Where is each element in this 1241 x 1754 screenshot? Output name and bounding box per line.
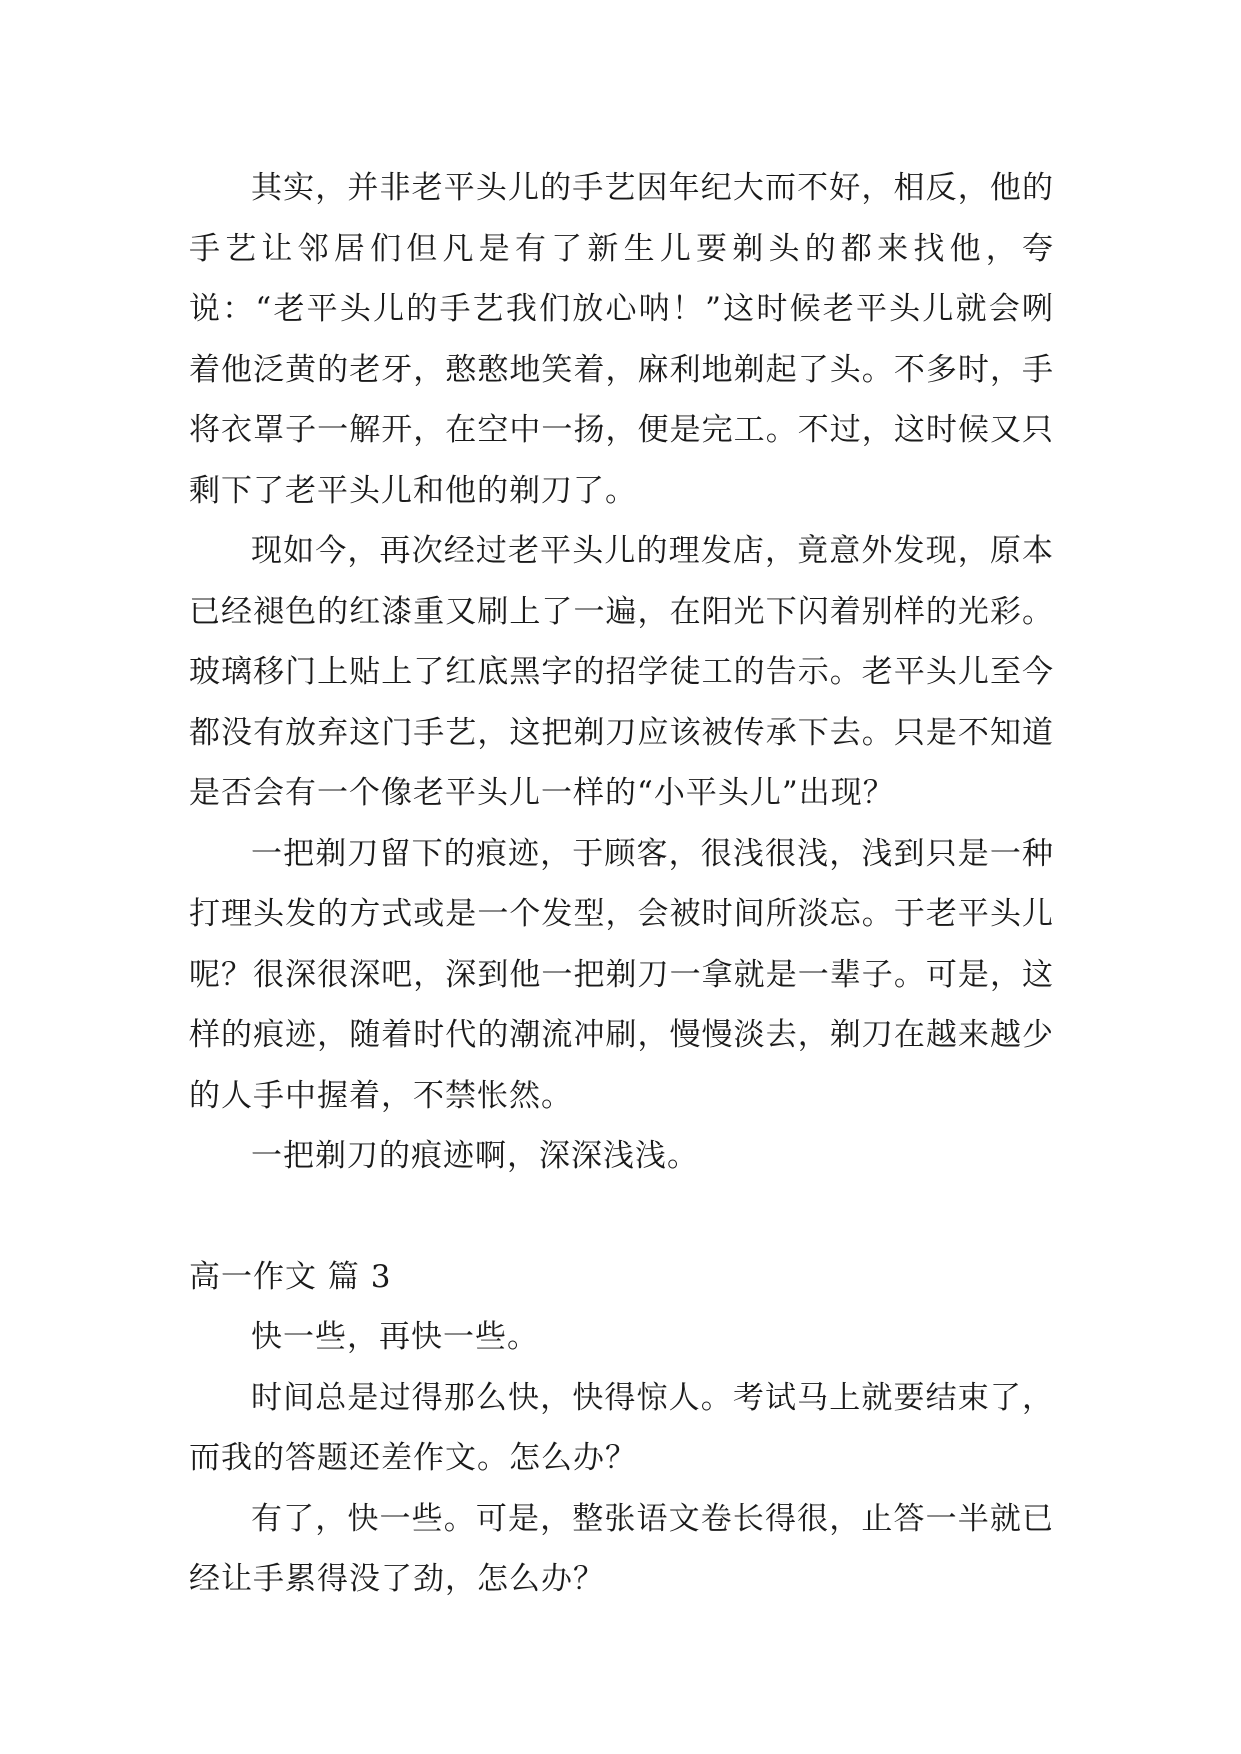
paragraph: 其实，并非老平头儿的手艺因年纪大而不好，相反，他的手艺让邻居们但凡是有了新生儿要剃头的都来找他，夸说：“老平头儿的手艺我们放心呐！”这时候老平头儿就会咧着他泛黄的老牙，憨憨地笑着，麻利地剃起了头。不多时，手将衣罩子一解开，在空中一扬，便是完工。不过，这时候又只剩下了老平头儿和他的剃刀了。 xyxy=(189,170,1054,509)
paragraph: 时间总是过得那么快，快得惊人。考试马上就要结束了，而我的答题还差作文。怎么办？ xyxy=(189,1379,1054,1476)
paragraph: 一把剃刀留下的痕迹，于顾客，很浅很浅，浅到只是一种打理头发的方式或是一个发型，会被时间所淡忘。于老平头儿呢？很深很深吧，深到他一把剃刀一拿就是一辈子。可是，这样的痕迹，随着时代的潮流冲刷，慢慢淡去，剃刀在越来越少的人手中握着，不禁怅然。 xyxy=(189,835,1054,1114)
paragraph: 一把剃刀的痕迹啊，深深浅浅。 xyxy=(251,1138,699,1174)
paragraph: 现如今，再次经过老平头儿的理发店，竟意外发现，原本已经褪色的红漆重又刷上了一遍，在阳光下闪着别样的光彩。玻璃移门上贴上了红底黑字的招学徒工的告示。老平头儿至今都没有放弃这门手艺，这把剃刀应该被传承下去。只是不知道是否会有一个像老平头儿一样的“小平头儿”出现？ xyxy=(189,533,1054,811)
section-heading: 高一作文 篇 3 xyxy=(189,1258,392,1295)
section-spacer xyxy=(189,1187,1054,1247)
document-body xyxy=(189,158,1054,1610)
paragraph: 快一些，再快一些。 xyxy=(251,1319,539,1355)
paragraph: 有了，快一些。可是，整张语文卷长得很，止答一半就已经让手累得没了劲，怎么办？ xyxy=(189,1500,1054,1597)
